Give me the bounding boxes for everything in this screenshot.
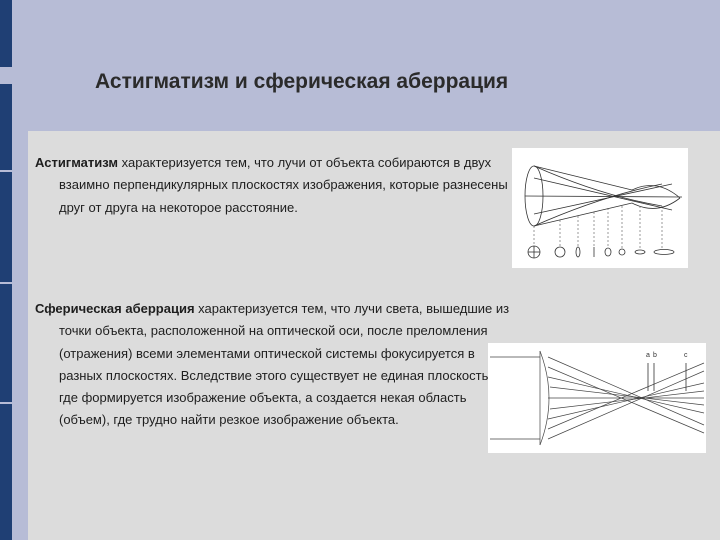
slide-title: Астигматизм и сферическая аберрация xyxy=(95,70,509,93)
decor-bar-4 xyxy=(0,284,12,402)
spherical-text: характеризуется тем, что лучи света, вышедшие из точки объекта, расположенной на оптической оси, после преломления (отражения) всеми элементами оптической системы фокусируется в разных плоскостях. Вследствие этого существует не единая плоскость, где формируется изображение объекта, а создается некая область (объем), где трудно найти резкое изображение объекта. xyxy=(59,301,510,428)
astigmatism-paragraph xyxy=(35,152,517,219)
figure2-label-a: a xyxy=(646,352,650,359)
astigmatism-term: Астигматизм xyxy=(35,155,119,170)
decor-bar-5 xyxy=(0,404,12,540)
spherical-aberration-diagram xyxy=(488,343,706,453)
decor-bar-2 xyxy=(0,84,12,170)
spherical-term: Сферическая аберрация xyxy=(35,301,195,316)
astigmatism-diagram xyxy=(512,148,688,268)
figure2-label-b: b xyxy=(653,352,657,359)
spherical-paragraph xyxy=(35,298,514,432)
astigmatism-text: характеризуется тем, что лучи от объекта собираются в двух взаимно перпендикулярных плоскостях изображения, которые разнесены друг от друга на некоторое расстояние. xyxy=(59,155,508,215)
figure2-label-c: c xyxy=(684,352,688,359)
decor-bar-1 xyxy=(0,0,12,67)
decor-bar-3 xyxy=(0,172,12,282)
